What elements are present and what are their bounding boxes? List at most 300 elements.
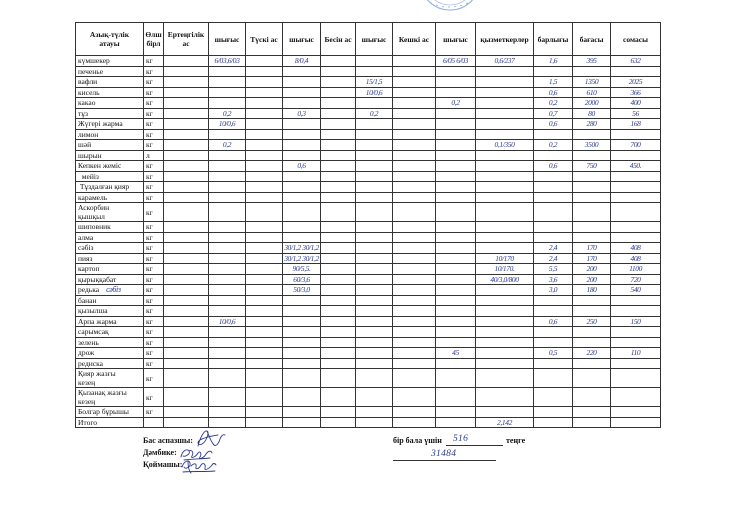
cell-dinner-out: [436, 388, 476, 407]
cell-dinner-out: [436, 369, 476, 388]
cell-price: [573, 129, 611, 140]
cell-total: [534, 192, 573, 203]
cell-dinner: [393, 203, 436, 222]
cell-price: [573, 369, 611, 388]
cell-snack-out: [356, 348, 393, 359]
cell-dinner-out: [436, 119, 476, 130]
cell-lunch-out: [283, 417, 321, 428]
cell-dinner: [393, 358, 436, 369]
cell-name: [76, 203, 144, 222]
cell-snack: [321, 264, 356, 275]
cell-unit: кг: [144, 119, 164, 130]
nurse-label: Дәмбике:: [143, 448, 177, 457]
cell-price: 610: [573, 87, 611, 98]
cell-name: [76, 243, 144, 254]
product-name: қызылша: [78, 306, 108, 316]
cell-dinner-out: [436, 316, 476, 327]
cell-name: [76, 337, 144, 348]
cell-staff: [476, 327, 534, 338]
cell-price: 250: [573, 316, 611, 327]
cell-dinner-out: [436, 407, 476, 418]
cell-snack-out: [356, 316, 393, 327]
cell-dinner-out: [436, 222, 476, 233]
cell-dinner: [393, 316, 436, 327]
cell-unit: кг: [144, 327, 164, 338]
cell-snack-out: [356, 56, 393, 67]
cell-name: [76, 369, 144, 388]
cell-dinner: [393, 192, 436, 203]
cell-breakfast: [164, 306, 209, 317]
cell-snack-out: [356, 295, 393, 306]
cell-staff: [476, 87, 534, 98]
table-row: [76, 264, 661, 275]
product-name: күмшекер: [78, 56, 110, 66]
cell-breakfast-out: [209, 337, 246, 348]
cell-lunch: [246, 295, 283, 306]
product-name: Қызанақ жазғы кезең: [78, 388, 127, 406]
cell-lunch: [246, 140, 283, 151]
cell-price: [573, 358, 611, 369]
cell-total: 0,6: [534, 316, 573, 327]
cell-dinner-out: [436, 253, 476, 264]
table-row: [76, 108, 661, 119]
cell-staff: [476, 161, 534, 172]
cell-breakfast-out: [209, 77, 246, 88]
cell-breakfast-out: [209, 150, 246, 161]
cell-dinner: [393, 161, 436, 172]
cell-sum: 400: [611, 98, 661, 109]
cell-price: [573, 327, 611, 338]
cell-breakfast-out: [209, 295, 246, 306]
cell-snack: [321, 56, 356, 67]
product-name: қырыққабат: [78, 274, 117, 284]
cell-sum: [611, 66, 661, 77]
table-row: [76, 119, 661, 130]
cell-sum: 720: [611, 274, 661, 285]
cell-total: 0,6: [534, 87, 573, 98]
cell-name: [76, 66, 144, 77]
cell-sum: 110: [611, 348, 661, 359]
cell-unit: кг: [144, 98, 164, 109]
cell-lunch-out: [283, 192, 321, 203]
cell-lunch: [246, 56, 283, 67]
header-snack-out: шығыс: [356, 23, 393, 56]
cell-sum: 150: [611, 316, 661, 327]
product-name: мейіз: [78, 171, 99, 181]
cell-lunch-out: 90/5,5.: [283, 264, 321, 275]
cell-snack-out: [356, 140, 393, 151]
header-dinner-out: шығыс: [436, 23, 476, 56]
cell-dinner: [393, 417, 436, 428]
cell-total: 0,7: [534, 108, 573, 119]
cell-dinner: [393, 348, 436, 359]
cell-breakfast: [164, 253, 209, 264]
cell-breakfast: [164, 77, 209, 88]
cell-staff: [476, 358, 534, 369]
cell-price: [573, 203, 611, 222]
product-name: шәй: [78, 140, 92, 150]
cell-breakfast-out: 0,2: [209, 140, 246, 151]
cell-lunch-out: [283, 66, 321, 77]
cell-lunch: [246, 150, 283, 161]
cell-price: [573, 182, 611, 193]
cell-lunch-out: [283, 150, 321, 161]
table-row: [76, 369, 661, 388]
cell-sum: [611, 407, 661, 418]
cell-price: 280: [573, 119, 611, 130]
cell-unit: кг: [144, 192, 164, 203]
cell-sum: [611, 388, 661, 407]
cell-breakfast: [164, 274, 209, 285]
cell-staff: [476, 182, 534, 193]
cell-snack: [321, 140, 356, 151]
cell-lunch: [246, 77, 283, 88]
cell-sum: [611, 232, 661, 243]
cell-price: [573, 66, 611, 77]
product-name: печенье: [78, 66, 104, 76]
cell-price: [573, 150, 611, 161]
product-name: пияз: [78, 253, 93, 263]
cell-breakfast-out: [209, 66, 246, 77]
cell-unit: кг: [144, 140, 164, 151]
table-row: [76, 203, 661, 222]
cell-dinner: [393, 232, 436, 243]
cell-snack-out: [356, 232, 393, 243]
cell-dinner-out: [436, 264, 476, 275]
cell-breakfast-out: [209, 98, 246, 109]
cell-lunch-out: [283, 140, 321, 151]
table-row: [76, 232, 661, 243]
cell-snack: [321, 129, 356, 140]
cell-snack: [321, 222, 356, 233]
table-row: [76, 182, 661, 193]
cell-name: [76, 232, 144, 243]
table-row: [76, 306, 661, 317]
chef-label: Бас аспазшы:: [143, 436, 193, 445]
cell-dinner-out: [436, 243, 476, 254]
cell-breakfast-out: 10/0,6: [209, 316, 246, 327]
cell-breakfast: [164, 348, 209, 359]
cell-snack: [321, 369, 356, 388]
cell-breakfast-out: 6/03,6/03: [209, 56, 246, 67]
cell-total: [534, 171, 573, 182]
cell-snack: [321, 77, 356, 88]
cell-unit: кг: [144, 108, 164, 119]
table-row: [76, 388, 661, 407]
cell-lunch-out: 8/0,4: [283, 56, 321, 67]
cell-total: 5,5: [534, 264, 573, 275]
cell-dinner: [393, 171, 436, 182]
cell-breakfast-out: [209, 129, 246, 140]
cell-dinner: [393, 140, 436, 151]
cell-snack: [321, 119, 356, 130]
cell-dinner: [393, 285, 436, 296]
cell-snack: [321, 98, 356, 109]
cell-snack-out: [356, 171, 393, 182]
cell-lunch: [246, 337, 283, 348]
table-row: [76, 348, 661, 359]
cell-snack: [321, 182, 356, 193]
cell-lunch-out: [283, 129, 321, 140]
cell-snack-out: [356, 222, 393, 233]
cell-sum: [611, 192, 661, 203]
cell-breakfast-out: [209, 369, 246, 388]
cell-staff: 0,1/350: [476, 140, 534, 151]
cell-staff: [476, 243, 534, 254]
cell-snack: [321, 161, 356, 172]
cell-price: 200: [573, 274, 611, 285]
cell-breakfast-out: [209, 327, 246, 338]
cell-breakfast-out: [209, 203, 246, 222]
cell-dinner-out: [436, 171, 476, 182]
per-child-underline: [446, 445, 503, 446]
cell-lunch: [246, 358, 283, 369]
product-name: Аскорбин қышқыл: [78, 203, 110, 221]
cell-breakfast: [164, 98, 209, 109]
cell-snack-out: [356, 66, 393, 77]
per-child-label: бір бала үшін: [393, 436, 442, 445]
cell-unit: кг: [144, 337, 164, 348]
cell-unit: кг: [144, 358, 164, 369]
cell-price: [573, 295, 611, 306]
cell-total: 1,6: [534, 56, 573, 67]
cell-lunch: [246, 369, 283, 388]
cell-snack-out: [356, 369, 393, 388]
cell-breakfast: [164, 327, 209, 338]
cell-name: [76, 87, 144, 98]
cell-unit: кг: [144, 348, 164, 359]
cell-lunch-out: [283, 337, 321, 348]
cell-unit: кг: [144, 77, 164, 88]
cell-breakfast: [164, 108, 209, 119]
cell-staff: [476, 316, 534, 327]
cell-lunch-out: [283, 119, 321, 130]
cell-lunch-out: [283, 98, 321, 109]
stamp: [415, 0, 485, 12]
cell-lunch: [246, 417, 283, 428]
storekeeper-label: Қоймашы:: [143, 460, 183, 469]
cell-dinner: [393, 388, 436, 407]
cell-total: 3,0: [534, 285, 573, 296]
cell-breakfast: [164, 171, 209, 182]
cell-staff: [476, 407, 534, 418]
cell-dinner-out: [436, 66, 476, 77]
cell-lunch-out: [283, 327, 321, 338]
cell-dinner-out: [436, 274, 476, 285]
cell-total: [534, 388, 573, 407]
cell-lunch: [246, 222, 283, 233]
cell-breakfast: [164, 203, 209, 222]
cell-lunch: [246, 316, 283, 327]
cell-dinner: [393, 337, 436, 348]
cell-breakfast: [164, 222, 209, 233]
cell-unit: кг: [144, 316, 164, 327]
cell-lunch-out: [283, 316, 321, 327]
header-price: бағасы: [573, 23, 611, 56]
cell-lunch: [246, 285, 283, 296]
product-name: Арпа жарма: [78, 316, 117, 326]
table-row: [76, 243, 661, 254]
cell-breakfast-out: [209, 417, 246, 428]
cell-sum: 56: [611, 108, 661, 119]
cell-total: [534, 417, 573, 428]
cell-total: [534, 407, 573, 418]
cell-dinner: [393, 222, 436, 233]
cell-breakfast-out: [209, 192, 246, 203]
cell-dinner-out: 6/05 6/03: [436, 56, 476, 67]
cell-name: [76, 119, 144, 130]
product-name: редька: [78, 285, 100, 295]
cell-sum: [611, 369, 661, 388]
cell-unit: кг: [144, 171, 164, 182]
cell-lunch-out: [283, 369, 321, 388]
cell-unit: кг: [144, 182, 164, 193]
cell-lunch: [246, 327, 283, 338]
cell-price: [573, 388, 611, 407]
table-row: [76, 337, 661, 348]
cell-staff: [476, 306, 534, 317]
cell-lunch: [246, 203, 283, 222]
cell-sum: [611, 182, 661, 193]
cell-sum: [611, 295, 661, 306]
cell-dinner: [393, 407, 436, 418]
cell-staff: [476, 348, 534, 359]
cell-breakfast-out: 0,2: [209, 108, 246, 119]
cell-dinner-out: [436, 182, 476, 193]
cell-staff: [476, 388, 534, 407]
cell-dinner-out: [436, 327, 476, 338]
cell-unit: кг: [144, 253, 164, 264]
cell-unit: кг: [144, 161, 164, 172]
cell-sum: [611, 222, 661, 233]
cell-breakfast: [164, 264, 209, 275]
table-header-row: [76, 23, 661, 56]
cell-snack: [321, 316, 356, 327]
cell-breakfast-out: [209, 358, 246, 369]
cell-total: [534, 150, 573, 161]
cell-sum: [611, 327, 661, 338]
product-name: редиска: [78, 358, 103, 368]
cell-dinner-out: [436, 295, 476, 306]
cell-breakfast: [164, 66, 209, 77]
cell-lunch: [246, 98, 283, 109]
cell-snack: [321, 417, 356, 428]
cell-lunch-out: [283, 358, 321, 369]
cell-name: [76, 150, 144, 161]
table-row: [76, 358, 661, 369]
cell-total: [534, 295, 573, 306]
cell-snack: [321, 407, 356, 418]
cell-total: 2,4: [534, 253, 573, 264]
cell-snack: [321, 108, 356, 119]
header-sum: сомасы: [611, 23, 661, 56]
cell-sum: 632: [611, 56, 661, 67]
product-name: какао: [78, 98, 96, 108]
cell-staff: [476, 337, 534, 348]
cell-sum: [611, 150, 661, 161]
cell-staff: [476, 369, 534, 388]
cell-name: [76, 407, 144, 418]
cell-price: 170: [573, 243, 611, 254]
cell-dinner: [393, 98, 436, 109]
cell-breakfast: [164, 388, 209, 407]
header-staff: қызметкерлер: [476, 23, 534, 56]
cell-dinner: [393, 327, 436, 338]
cell-breakfast-out: [209, 182, 246, 193]
cell-sum: 408: [611, 253, 661, 264]
cell-breakfast: [164, 87, 209, 98]
cell-name: [76, 129, 144, 140]
cell-total: 2,4: [534, 243, 573, 254]
cell-lunch: [246, 108, 283, 119]
table-row: [76, 98, 661, 109]
cell-price: [573, 417, 611, 428]
cell-snack: [321, 337, 356, 348]
cell-staff: [476, 98, 534, 109]
cell-price: 180: [573, 285, 611, 296]
handwritten-note: сәбіз: [106, 285, 121, 295]
cell-snack: [321, 348, 356, 359]
cell-snack-out: [356, 203, 393, 222]
cell-dinner-out: [436, 358, 476, 369]
table-row: [76, 285, 661, 296]
cell-breakfast-out: [209, 171, 246, 182]
header-snack: Бесін ас: [321, 23, 356, 56]
cell-unit: [144, 417, 164, 428]
cell-total: [534, 66, 573, 77]
cell-snack: [321, 203, 356, 222]
cell-staff: [476, 203, 534, 222]
table-row: [76, 417, 661, 428]
cell-unit: кг: [144, 264, 164, 275]
cell-lunch-out: [283, 407, 321, 418]
cell-snack: [321, 285, 356, 296]
cell-breakfast-out: 10/0,6: [209, 119, 246, 130]
cell-snack-out: [356, 98, 393, 109]
cell-dinner-out: 45: [436, 348, 476, 359]
header-total: барлығы: [534, 23, 573, 56]
cell-snack-out: [356, 150, 393, 161]
cell-breakfast: [164, 337, 209, 348]
product-name: Болгар бұрышы: [78, 407, 129, 417]
cell-snack: [321, 232, 356, 243]
cell-lunch-out: 0,3: [283, 108, 321, 119]
cell-name: [76, 108, 144, 119]
cell-unit: кг: [144, 222, 164, 233]
cell-unit: кг: [144, 295, 164, 306]
signature-storekeeper: [179, 457, 217, 475]
cell-snack-out: 10/0,6: [356, 87, 393, 98]
cell-total: 0,2: [534, 98, 573, 109]
cell-breakfast-out: [209, 161, 246, 172]
cell-snack-out: [356, 306, 393, 317]
cell-snack-out: [356, 407, 393, 418]
cell-breakfast-out: [209, 285, 246, 296]
cell-price: 220: [573, 348, 611, 359]
cell-name: [76, 274, 144, 285]
cell-dinner: [393, 77, 436, 88]
food-expense-table: [75, 22, 661, 428]
cell-unit: кг: [144, 388, 164, 407]
cell-breakfast: [164, 358, 209, 369]
cell-total: 1,5: [534, 77, 573, 88]
cell-name: [76, 295, 144, 306]
cell-sum: [611, 203, 661, 222]
table-row: [76, 87, 661, 98]
cell-breakfast: [164, 407, 209, 418]
cell-name: [76, 327, 144, 338]
table-row: [76, 274, 661, 285]
